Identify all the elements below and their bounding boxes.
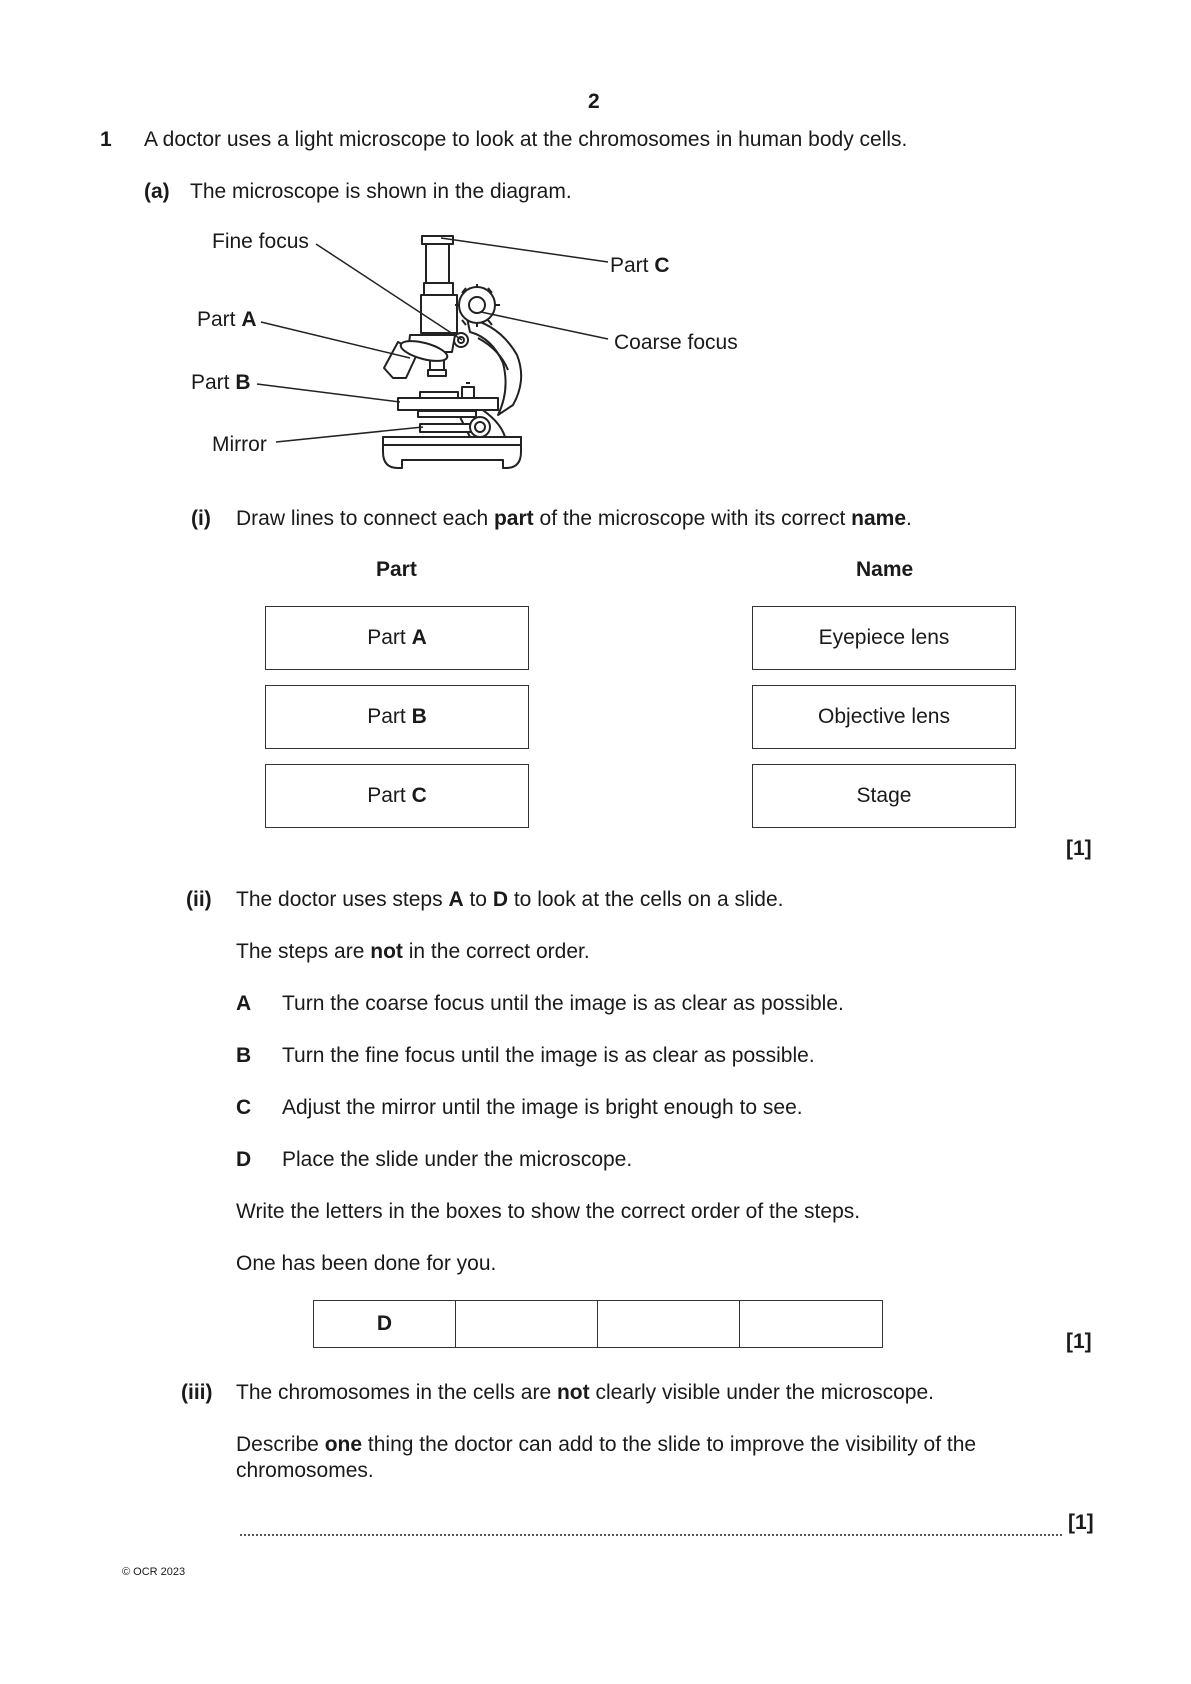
order-box-4[interactable] <box>740 1301 882 1347</box>
name-box-stage[interactable]: Stage <box>752 764 1016 828</box>
step-letter-a: A <box>236 992 252 1015</box>
part-box-a[interactable]: Part A <box>265 606 529 670</box>
leader-part-c <box>441 238 608 262</box>
order-box-3[interactable] <box>598 1301 740 1347</box>
part-i-label: (i) <box>191 507 211 530</box>
step-letter-b: B <box>236 1044 252 1067</box>
marks-ii: [1] <box>1066 1330 1092 1353</box>
name-box-objective-lens[interactable]: Objective lens <box>752 685 1016 749</box>
step-text-c: Adjust the mirror until the image is bright enough to see. <box>282 1096 803 1119</box>
part-i-text: Draw lines to connect each part of the microscope with its correct name. <box>236 507 912 530</box>
done-note: One has been done for you. <box>236 1252 497 1275</box>
part-a-text: The microscope is shown in the diagram. <box>190 180 572 203</box>
question-stem: A doctor uses a light microscope to look at the chromosomes in human body cells. <box>144 128 908 151</box>
part-iii-describe-cont: chromosomes. <box>236 1459 374 1482</box>
page-number: 2 <box>588 90 600 113</box>
name-column-header: Name <box>856 558 914 581</box>
order-box-1: D <box>314 1301 456 1347</box>
order-box-2[interactable] <box>456 1301 598 1347</box>
part-iii-label: (iii) <box>181 1381 213 1404</box>
label-mirror: Mirror <box>212 433 267 456</box>
part-box-c[interactable]: Part C <box>265 764 529 828</box>
base-top <box>383 437 521 445</box>
label-part-a: Part A <box>197 308 257 331</box>
part-a-label: (a) <box>144 180 170 203</box>
step-text-b: Turn the fine focus until the image is as clear as possible. <box>282 1044 815 1067</box>
label-part-b: Part B <box>191 371 251 394</box>
part-iii-describe: Describe one thing the doctor can add to the slide to improve the visibility of the <box>236 1433 977 1456</box>
part-column-header: Part <box>376 558 417 581</box>
marks-iii: [1] <box>1068 1511 1094 1534</box>
step-letter-d: D <box>236 1148 252 1171</box>
step-text-d: Place the slide under the microscope. <box>282 1148 633 1171</box>
order-boxes <box>313 1300 883 1348</box>
name-box-eyepiece-lens[interactable]: Eyepiece lens <box>752 606 1016 670</box>
part-ii-note: The steps are not in the correct order. <box>236 940 590 963</box>
part-box-b[interactable]: Part B <box>265 685 529 749</box>
step-text-a: Turn the coarse focus until the image is as clear as possible. <box>282 992 844 1015</box>
step-letter-c: C <box>236 1096 252 1119</box>
marks-i: [1] <box>1066 837 1092 860</box>
leader-part-b <box>257 384 400 402</box>
order-instruction: Write the letters in the boxes to show the correct order of the steps. <box>236 1200 861 1223</box>
answer-line[interactable] <box>240 1512 1062 1536</box>
part-iii-text: The chromosomes in the cells are not clearly visible under the microscope. <box>236 1381 934 1404</box>
leader-part-a <box>261 322 410 358</box>
eyepiece-top <box>422 236 453 244</box>
body-tube <box>421 295 457 333</box>
label-fine-focus: Fine focus <box>212 230 309 253</box>
part-ii-intro: The doctor uses steps A to D to look at the cells on a slide. <box>236 888 784 911</box>
copyright: © OCR 2023 <box>122 1566 186 1578</box>
label-part-c: Part C <box>610 254 670 277</box>
eyepiece-tube <box>426 241 449 283</box>
stage <box>398 398 498 410</box>
part-ii-label: (ii) <box>186 888 212 911</box>
mirror <box>420 424 472 432</box>
microscope-diagram <box>0 0 1191 490</box>
label-coarse-focus: Coarse focus <box>614 331 738 354</box>
question-number: 1 <box>100 128 112 151</box>
